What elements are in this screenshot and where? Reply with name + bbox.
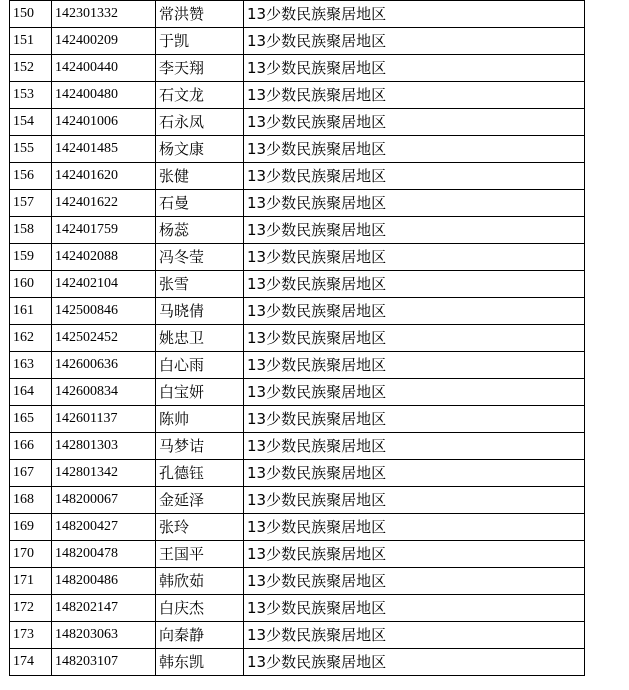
category-cell: 13少数民族聚居地区 bbox=[244, 82, 585, 109]
table-row bbox=[10, 514, 585, 541]
row-number-cell: 160 bbox=[10, 271, 52, 298]
id-number-cell: 148200067 bbox=[52, 487, 156, 514]
table-row bbox=[10, 298, 585, 325]
table-row bbox=[10, 163, 585, 190]
table-row bbox=[10, 82, 585, 109]
category-cell: 13少数民族聚居地区 bbox=[244, 487, 585, 514]
table-row bbox=[10, 568, 585, 595]
id-number-cell: 142400209 bbox=[52, 28, 156, 55]
person-name-cell: 陈帅 bbox=[156, 406, 244, 433]
row-number-cell: 168 bbox=[10, 487, 52, 514]
table-row bbox=[10, 460, 585, 487]
category-cell: 13少数民族聚居地区 bbox=[244, 217, 585, 244]
category-cell: 13少数民族聚居地区 bbox=[244, 136, 585, 163]
row-number-cell: 167 bbox=[10, 460, 52, 487]
id-number-cell: 142502452 bbox=[52, 325, 156, 352]
person-name-cell: 杨文康 bbox=[156, 136, 244, 163]
row-number-cell: 165 bbox=[10, 406, 52, 433]
id-number-cell: 148200478 bbox=[52, 541, 156, 568]
row-number-cell: 159 bbox=[10, 244, 52, 271]
person-name-cell: 杨蕊 bbox=[156, 217, 244, 244]
category-cell: 13少数民族聚居地区 bbox=[244, 541, 585, 568]
row-number-cell: 151 bbox=[10, 28, 52, 55]
row-number-cell: 169 bbox=[10, 514, 52, 541]
id-number-cell: 142401759 bbox=[52, 217, 156, 244]
person-name-cell: 常洪赞 bbox=[156, 1, 244, 28]
row-number-cell: 162 bbox=[10, 325, 52, 352]
table-row bbox=[10, 406, 585, 433]
row-number-cell: 153 bbox=[10, 82, 52, 109]
table-row bbox=[10, 1, 585, 28]
category-cell: 13少数民族聚居地区 bbox=[244, 109, 585, 136]
row-number-cell: 158 bbox=[10, 217, 52, 244]
table-row bbox=[10, 325, 585, 352]
id-number-cell: 142401006 bbox=[52, 109, 156, 136]
category-cell: 13少数民族聚居地区 bbox=[244, 1, 585, 28]
category-cell: 13少数民族聚居地区 bbox=[244, 271, 585, 298]
row-number-cell: 157 bbox=[10, 190, 52, 217]
id-number-cell: 142400480 bbox=[52, 82, 156, 109]
row-number-cell: 170 bbox=[10, 541, 52, 568]
id-number-cell: 148200486 bbox=[52, 568, 156, 595]
table-row bbox=[10, 136, 585, 163]
table-row bbox=[10, 352, 585, 379]
id-number-cell: 142601137 bbox=[52, 406, 156, 433]
person-name-cell: 向秦静 bbox=[156, 622, 244, 649]
id-number-cell: 148202147 bbox=[52, 595, 156, 622]
row-number-cell: 171 bbox=[10, 568, 52, 595]
person-name-cell: 白心雨 bbox=[156, 352, 244, 379]
category-cell: 13少数民族聚居地区 bbox=[244, 163, 585, 190]
id-number-cell: 142402104 bbox=[52, 271, 156, 298]
category-cell: 13少数民族聚居地区 bbox=[244, 568, 585, 595]
table-row bbox=[10, 271, 585, 298]
id-number-cell: 142400440 bbox=[52, 55, 156, 82]
id-number-cell: 142402088 bbox=[52, 244, 156, 271]
category-cell: 13少数民族聚居地区 bbox=[244, 622, 585, 649]
id-number-cell: 142401622 bbox=[52, 190, 156, 217]
table-row bbox=[10, 55, 585, 82]
id-number-cell: 148203063 bbox=[52, 622, 156, 649]
person-name-cell: 石曼 bbox=[156, 190, 244, 217]
person-name-cell: 马晓倩 bbox=[156, 298, 244, 325]
table-row bbox=[10, 433, 585, 460]
table-row bbox=[10, 379, 585, 406]
table-row bbox=[10, 487, 585, 514]
category-cell: 13少数民族聚居地区 bbox=[244, 460, 585, 487]
roster-table-body bbox=[10, 1, 585, 676]
row-number-cell: 150 bbox=[10, 1, 52, 28]
person-name-cell: 冯冬莹 bbox=[156, 244, 244, 271]
row-number-cell: 164 bbox=[10, 379, 52, 406]
id-number-cell: 142801303 bbox=[52, 433, 156, 460]
table-row bbox=[10, 244, 585, 271]
id-number-cell: 142301332 bbox=[52, 1, 156, 28]
person-name-cell: 于凯 bbox=[156, 28, 244, 55]
category-cell: 13少数民族聚居地区 bbox=[244, 433, 585, 460]
id-number-cell: 142600636 bbox=[52, 352, 156, 379]
roster-table bbox=[9, 0, 585, 676]
id-number-cell: 148203107 bbox=[52, 649, 156, 676]
category-cell: 13少数民族聚居地区 bbox=[244, 298, 585, 325]
row-number-cell: 152 bbox=[10, 55, 52, 82]
row-number-cell: 156 bbox=[10, 163, 52, 190]
row-number-cell: 173 bbox=[10, 622, 52, 649]
id-number-cell: 142500846 bbox=[52, 298, 156, 325]
table-row bbox=[10, 217, 585, 244]
id-number-cell: 142401620 bbox=[52, 163, 156, 190]
id-number-cell: 142801342 bbox=[52, 460, 156, 487]
person-name-cell: 韩东凯 bbox=[156, 649, 244, 676]
table-row bbox=[10, 109, 585, 136]
id-number-cell: 142401485 bbox=[52, 136, 156, 163]
table-row bbox=[10, 28, 585, 55]
row-number-cell: 174 bbox=[10, 649, 52, 676]
id-number-cell: 148200427 bbox=[52, 514, 156, 541]
person-name-cell: 张玲 bbox=[156, 514, 244, 541]
document-sheet bbox=[9, 0, 584, 676]
category-cell: 13少数民族聚居地区 bbox=[244, 325, 585, 352]
category-cell: 13少数民族聚居地区 bbox=[244, 352, 585, 379]
category-cell: 13少数民族聚居地区 bbox=[244, 649, 585, 676]
category-cell: 13少数民族聚居地区 bbox=[244, 190, 585, 217]
person-name-cell: 姚忠卫 bbox=[156, 325, 244, 352]
person-name-cell: 石永凤 bbox=[156, 109, 244, 136]
row-number-cell: 166 bbox=[10, 433, 52, 460]
person-name-cell: 韩欣茹 bbox=[156, 568, 244, 595]
row-number-cell: 161 bbox=[10, 298, 52, 325]
person-name-cell: 金延泽 bbox=[156, 487, 244, 514]
person-name-cell: 王国平 bbox=[156, 541, 244, 568]
category-cell: 13少数民族聚居地区 bbox=[244, 28, 585, 55]
person-name-cell: 张雪 bbox=[156, 271, 244, 298]
row-number-cell: 155 bbox=[10, 136, 52, 163]
table-row bbox=[10, 649, 585, 676]
person-name-cell: 石文龙 bbox=[156, 82, 244, 109]
person-name-cell: 孔德钰 bbox=[156, 460, 244, 487]
row-number-cell: 154 bbox=[10, 109, 52, 136]
person-name-cell: 李天翔 bbox=[156, 55, 244, 82]
category-cell: 13少数民族聚居地区 bbox=[244, 244, 585, 271]
row-number-cell: 172 bbox=[10, 595, 52, 622]
person-name-cell: 张健 bbox=[156, 163, 244, 190]
person-name-cell: 白庆杰 bbox=[156, 595, 244, 622]
person-name-cell: 白宝妍 bbox=[156, 379, 244, 406]
category-cell: 13少数民族聚居地区 bbox=[244, 406, 585, 433]
id-number-cell: 142600834 bbox=[52, 379, 156, 406]
row-number-cell: 163 bbox=[10, 352, 52, 379]
category-cell: 13少数民族聚居地区 bbox=[244, 379, 585, 406]
table-row bbox=[10, 622, 585, 649]
category-cell: 13少数民族聚居地区 bbox=[244, 55, 585, 82]
category-cell: 13少数民族聚居地区 bbox=[244, 595, 585, 622]
person-name-cell: 马梦诘 bbox=[156, 433, 244, 460]
category-cell: 13少数民族聚居地区 bbox=[244, 514, 585, 541]
table-row bbox=[10, 595, 585, 622]
table-row bbox=[10, 541, 585, 568]
table-row bbox=[10, 190, 585, 217]
